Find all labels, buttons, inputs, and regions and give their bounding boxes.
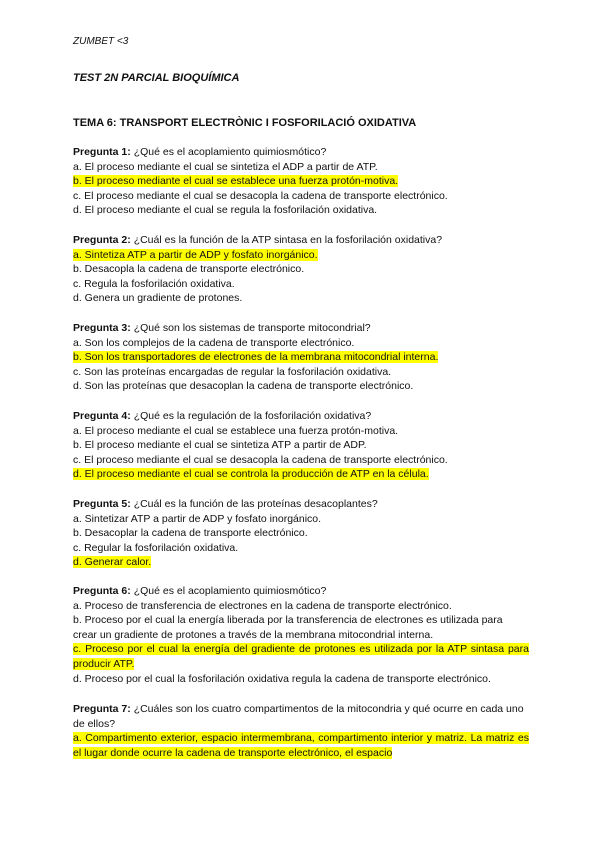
question-5-option-d-answer: d. Generar calor.	[73, 556, 152, 569]
question-4-option-c: c. El proceso mediante el cual se desacopla la cadena de transporte electrónico.	[73, 453, 448, 466]
question-3-prompt	[73, 321, 529, 336]
question-3-label: Pregunta 3:	[73, 322, 131, 334]
question-block-6	[73, 584, 529, 686]
question-block-3	[73, 321, 529, 394]
question-5-option-b: b. Desacoplar la cadena de transporte electrónico.	[73, 527, 308, 540]
question-4-option-a: a. El proceso mediante el cual se establece una fuerza protón-motiva.	[73, 424, 399, 437]
question-3-option-b-answer: b. Son los transportadores de electrones de la membrana mitocondrial interna.	[73, 351, 439, 364]
question-5-prompt	[73, 497, 529, 512]
question-6-option-b: b. Proceso por el cual la energía liberada por la transferencia de electrones es utilizada para crear un gradiente de protones a través de la membrana mitocondrial interna.	[73, 614, 503, 641]
question-2-option-b: b. Desacopla la cadena de transporte electrónico.	[73, 263, 305, 276]
question-3-text: ¿Qué son los sistemas de transporte mitocondrial?	[133, 322, 371, 334]
page-header: ZUMBET <3	[73, 36, 129, 47]
question-7-prompt	[73, 702, 529, 731]
question-3-option-d: d. Son las proteínas que desacoplan la cadena de transporte electrónico.	[73, 380, 414, 393]
document-title: TEST 2N PARCIAL BIOQUÍMICA	[73, 72, 240, 84]
question-6-option-c-answer: c. Proceso por el cual la energía del gradiente de protones es utilizada por la ATP sintasa para producir ATP.	[73, 643, 529, 670]
question-5-option-a: a. Sintetizar ATP a partir de ADP y fosfato inorgánico.	[73, 512, 322, 525]
question-2-prompt	[73, 233, 529, 248]
question-block-1	[73, 145, 529, 218]
question-7-text: ¿Cuáles son los cuatro compartimentos de la mitocondria y qué ocurre en cada uno de ellos?	[73, 703, 524, 730]
question-2-text: ¿Cuál es la función de la ATP sintasa en la fosforilación oxidativa?	[133, 234, 443, 246]
question-3-option-a: a. Son los complejos de la cadena de transporte electrónico.	[73, 336, 355, 349]
question-2-option-c: c. Regula la fosforilación oxidativa.	[73, 277, 235, 290]
question-6-option-a: a. Proceso de transferencia de electrones en la cadena de transporte electrónico.	[73, 599, 452, 612]
question-block-7	[73, 702, 529, 760]
question-1-label: Pregunta 1:	[73, 146, 131, 158]
question-5-label: Pregunta 5:	[73, 498, 131, 510]
question-1-prompt	[73, 145, 529, 160]
question-7-option-a-answer: a. Compartimento exterior, espacio intermembrana, compartimento interior y matriz. La matriz es el lugar donde ocurre la cadena de transporte electrónico, el espacio	[73, 732, 529, 759]
topic-heading: TEMA 6: TRANSPORT ELECTRÒNIC I FOSFORILACIÓ OXIDATIVA	[73, 117, 417, 129]
question-2-option-a-answer: a. Sintetiza ATP a partir de ADP y fosfato inorgánico.	[73, 248, 318, 261]
question-2-label: Pregunta 2:	[73, 234, 131, 246]
question-3-option-c: c. Son las proteínas encargadas de regular la fosforilación oxidativa.	[73, 365, 392, 378]
question-2-option-d: d. Genera un gradiente de protones.	[73, 292, 243, 305]
question-5-option-c: c. Regular la fosforilación oxidativa.	[73, 541, 239, 554]
question-6-text: ¿Qué es el acoplamiento quimiosmótico?	[133, 585, 327, 597]
question-4-option-b: b. El proceso mediante el cual se sintetiza ATP a partir de ADP.	[73, 439, 367, 452]
question-1-option-a: a. El proceso mediante el cual se sintetiza el ADP a partir de ATP.	[73, 160, 378, 173]
question-7-label: Pregunta 7:	[73, 703, 131, 715]
question-5-text: ¿Cuál es la función de las proteínas desacoplantes?	[133, 498, 378, 510]
question-4-option-d-answer: d. El proceso mediante el cual se controla la producción de ATP en la célula.	[73, 468, 429, 481]
question-1-option-c: c. El proceso mediante el cual se desacopla la cadena de transporte electrónico.	[73, 189, 448, 202]
question-1-option-d: d. El proceso mediante el cual se regula la fosforilación oxidativa.	[73, 204, 378, 217]
question-6-option-d: d. Proceso por el cual la fosforilación oxidativa regula la cadena de transporte electrónico.	[73, 672, 491, 685]
question-4-label: Pregunta 4:	[73, 410, 131, 422]
question-block-2	[73, 233, 529, 306]
question-block-4	[73, 409, 529, 482]
question-4-prompt	[73, 409, 529, 424]
question-1-text: ¿Qué es el acoplamiento quimiosmótico?	[133, 146, 327, 158]
question-block-5	[73, 497, 529, 570]
question-6-label: Pregunta 6:	[73, 585, 131, 597]
question-4-text: ¿Qué es la regulación de la fosforilación oxidativa?	[133, 410, 372, 422]
question-6-prompt	[73, 584, 529, 599]
question-1-option-b-answer: b. El proceso mediante el cual se establece una fuerza protón-motiva.	[73, 175, 399, 188]
